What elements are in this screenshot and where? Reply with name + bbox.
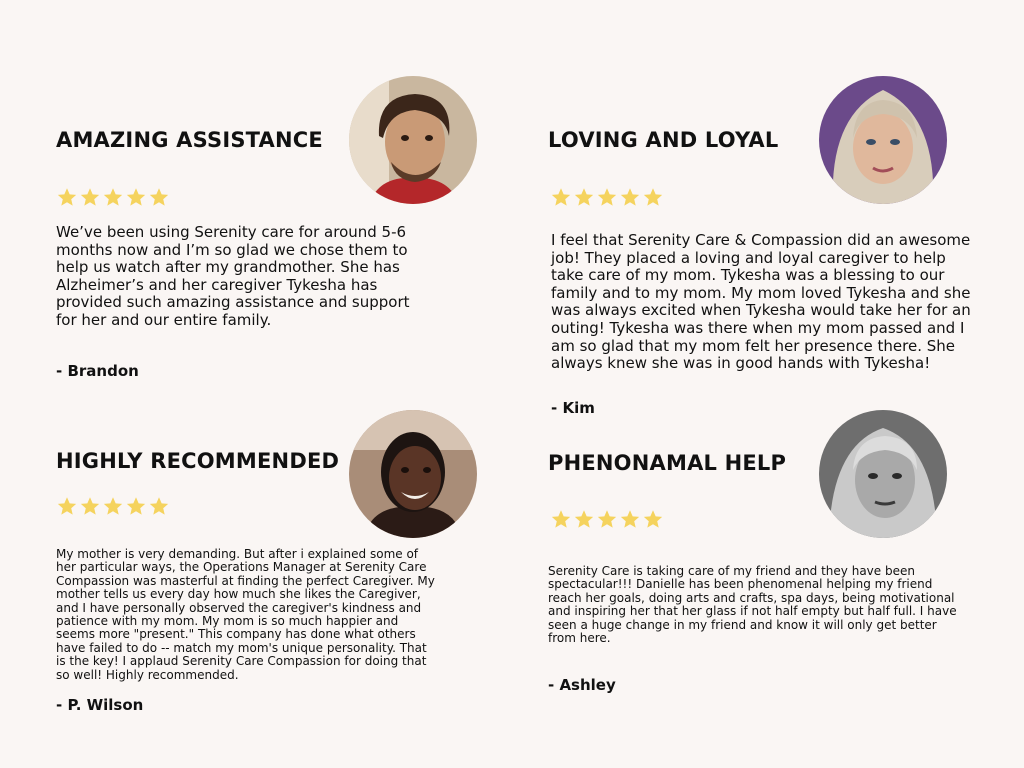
star-icon: [79, 495, 101, 517]
avatar-photo-woman-blonde: [819, 76, 947, 204]
star-icon: [642, 508, 664, 530]
star-icon: [102, 495, 124, 517]
star-icon: [573, 508, 595, 530]
star-icon: [596, 508, 618, 530]
star-icon: [550, 186, 572, 208]
testimonial-text: Serenity Care is taking care of my friend and they have been spectacular!!! Danielle has been phenomenal helping my friend reach her goals, doing arts and crafts, spa days, being motivational and inspiring her that her glass if not half empty but half full. I have seen a huge change in my friend and know it will only get better from here.: [548, 564, 957, 646]
testimonial-text: My mother is very demanding. But after i explained some of her particular ways, the Operations Manager at Serenity Care Compassion was masterful at finding the perfect Caregiver. My mother tells us every day how much she likes the Caregiver, and I have personally observed the caregiver's kindness and patience with my mom. My mom is so much happier and seems more "present." This company has done what others have failed to do -- match my mom's unique personality. That is the key! I applaud Serenity Care Compassion for doing that so well! Highly recommended.: [56, 547, 435, 682]
avatar: [819, 410, 947, 538]
avatar-photo-man: [349, 76, 477, 204]
star-icon: [148, 495, 170, 517]
star-icon: [56, 186, 78, 208]
star-icon: [102, 186, 124, 208]
star-icon: [56, 495, 78, 517]
star-icon: [79, 186, 101, 208]
avatar-photo-woman-smiling: [349, 410, 477, 538]
star-icon: [573, 186, 595, 208]
star-rating: [550, 186, 664, 208]
star-rating: [550, 508, 664, 530]
star-rating: [56, 186, 170, 208]
star-icon: [550, 508, 572, 530]
star-icon: [596, 186, 618, 208]
testimonial-title: HIGHLY RECOMMENDED: [56, 449, 340, 473]
testimonial-title: PHENONAMAL HELP: [548, 451, 787, 475]
testimonial-author: - Kim: [551, 399, 595, 417]
testimonial-author: - Brandon: [56, 362, 139, 380]
testimonial-author: - Ashley: [548, 676, 616, 694]
star-icon: [619, 186, 641, 208]
avatar: [349, 410, 477, 538]
star-icon: [619, 508, 641, 530]
testimonial-title: LOVING AND LOYAL: [548, 128, 779, 152]
avatar-photo-woman-grayscale: [819, 410, 947, 538]
star-icon: [125, 495, 147, 517]
avatar: [819, 76, 947, 204]
testimonial-author: - P. Wilson: [56, 696, 144, 714]
star-icon: [125, 186, 147, 208]
star-rating: [56, 495, 170, 517]
testimonial-text: We’ve been using Serenity care for around 5-6 months now and I’m so glad we chose them to help us watch after my grandmother. She has Alzheimer’s and her caregiver Tykesha has provided such amazing assistance and support for her and our entire family.: [56, 223, 410, 329]
testimonial-text: I feel that Serenity Care & Compassion did an awesome job! They placed a loving and loyal caregiver to help take care of my mom. Tykesha was a blessing to our family and to my mom. My mom loved Tykesha and she was always excited when Tykesha would take her for an outing! Tykesha was there when my mom passed and I am so glad that my mom felt her presence there. She always knew she was in good hands with Tykesha!: [551, 231, 971, 373]
testimonial-title: AMAZING ASSISTANCE: [56, 128, 323, 152]
avatar: [349, 76, 477, 204]
star-icon: [148, 186, 170, 208]
star-icon: [642, 186, 664, 208]
